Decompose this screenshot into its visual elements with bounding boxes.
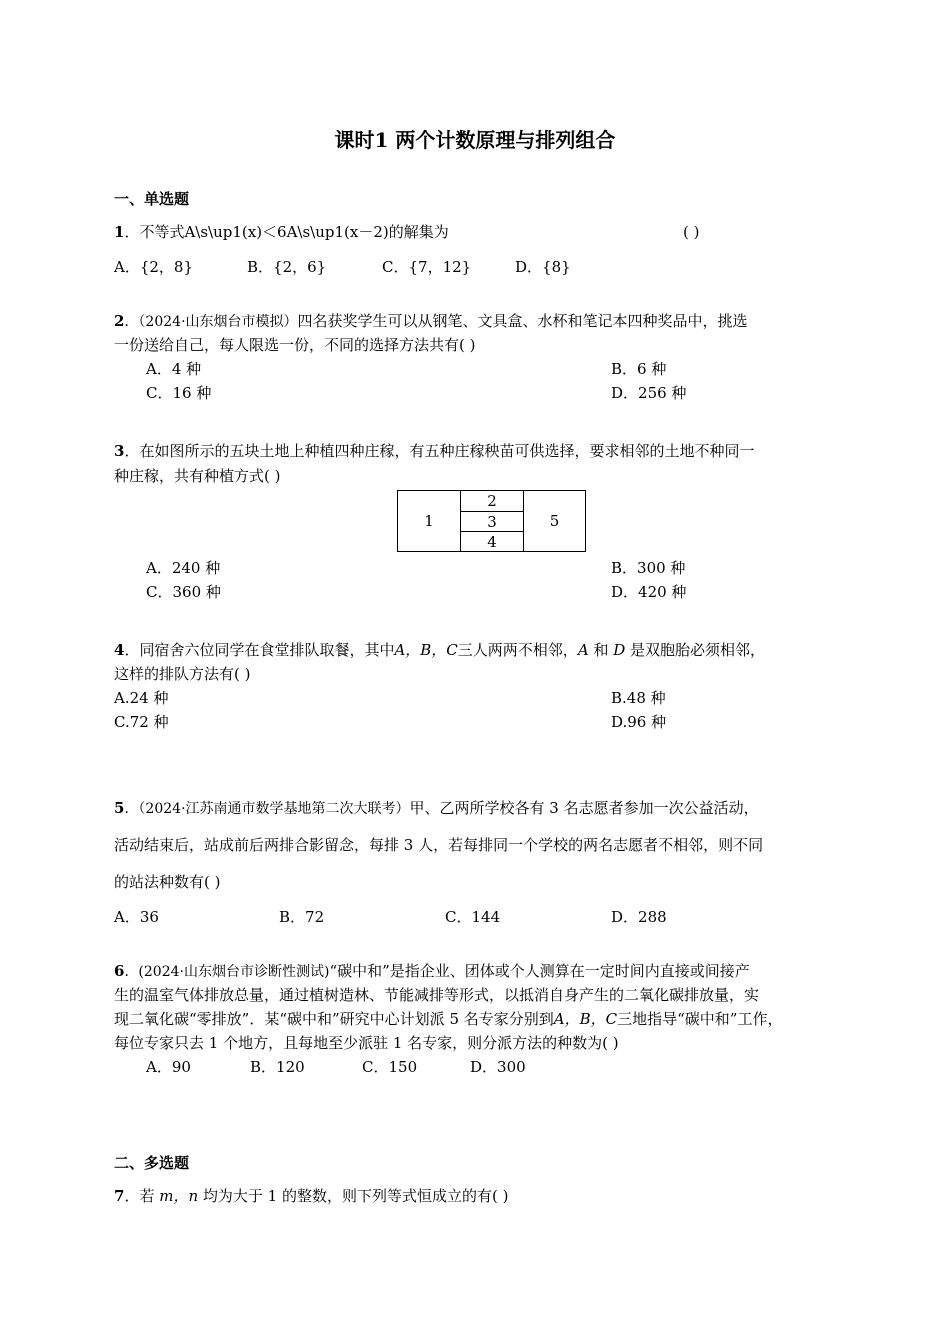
land-plot-figure: [397, 490, 586, 552]
option-a: A．{2，8}: [114, 258, 194, 276]
plot-cell-2: 2: [487, 492, 497, 510]
question-source: ．（2024·江苏南通市数学基地第二次大联考）: [124, 801, 410, 817]
question-text: ．不等式A\s\up1(x)＜6A\s\up1(x－2)的解集为: [124, 223, 449, 241]
option-b: B．300 种: [611, 559, 686, 577]
question-number: 1: [114, 223, 125, 241]
question-text: 甲、乙两所学校各有 3 名志愿者参加一次公益活动，: [409, 799, 759, 817]
option-d: D．{8}: [515, 258, 571, 276]
question-number: 3: [114, 442, 125, 460]
option-b: B．72: [279, 908, 325, 926]
option-d: D．288: [611, 908, 667, 926]
question-3: [114, 441, 754, 461]
question-number: 5: [114, 799, 125, 817]
question-1: [114, 222, 449, 242]
question-4: [114, 640, 765, 660]
plot-cell-4: 4: [487, 533, 497, 551]
math-var: A: [577, 641, 589, 659]
question-text-line: 种庄稼，共有种植方式( ): [114, 467, 281, 485]
option-a: A．90: [146, 1058, 191, 1076]
math-vars: A，B，C: [553, 1010, 618, 1028]
option-c: C．150: [362, 1058, 418, 1076]
plot-cell-3: 3: [487, 513, 497, 531]
option-b: B．6 种: [611, 360, 667, 378]
option-c: C．16 种: [146, 384, 212, 402]
option-b: B．{2，6}: [247, 258, 327, 276]
question-source: ．（2024·山东烟台市模拟）: [124, 314, 298, 330]
math-vars: m，n: [159, 1187, 199, 1205]
question-text: 三人两两不相邻，: [457, 641, 578, 659]
option-c: C.72 种: [114, 713, 169, 731]
answer-paren: ( ): [683, 223, 700, 241]
question-number: 6: [114, 962, 125, 980]
question-text: 三地指导“碳中和”工作，: [617, 1010, 783, 1028]
question-text-line: [114, 1009, 782, 1029]
question-text: ．若: [124, 1187, 160, 1205]
question-7: [114, 1186, 508, 1206]
math-var: D: [613, 641, 626, 659]
option-d: D．300: [470, 1058, 526, 1076]
option-d: D.96 种: [611, 713, 667, 731]
question-source: ．(2024·山东烟台市诊断性测试): [124, 964, 330, 980]
question-text: 四名获奖学生可以从钢笔、文具盒、水杯和笔记本四种奖品中，挑选: [297, 312, 748, 330]
option-b: B．120: [250, 1058, 305, 1076]
question-text: 是双胞胎必须相邻，: [630, 641, 766, 659]
section-heading-multi-choice: 二、多选题: [114, 1154, 190, 1172]
option-a: A．36: [114, 908, 159, 926]
option-b: B.48 种: [611, 689, 666, 707]
question-text: 均为大于 1 的整数，则下列等式恒成立的有( ): [198, 1187, 509, 1205]
option-c: C．144: [445, 908, 501, 926]
question-text: 和: [593, 641, 609, 659]
question-text-line: 一份送给自己，每人限选一份，不同的选择方法共有( ): [114, 336, 476, 354]
question-text-line: 每位专家只去 1 个地方，且每地至少派驻 1 名专家，则分派方法的种数为( ): [114, 1034, 619, 1052]
section-heading-single-choice: 一、单选题: [114, 190, 190, 208]
option-a: A．4 种: [146, 360, 202, 378]
question-number: 4: [114, 641, 125, 659]
option-d: D．256 种: [611, 384, 687, 402]
question-text-line: 这样的排队方法有( ): [114, 665, 251, 683]
question-text-line: 的站法种数有( ): [114, 873, 221, 891]
option-c: C．{7，12}: [382, 258, 472, 276]
question-text: 现二氧化碳“零排放”．某“碳中和”研究中心计划派 5 名专家分别到: [114, 1010, 554, 1028]
question-text: ．同宿舍六位同学在食堂排队取餐，其中: [124, 641, 395, 659]
plot-cell-5: 5: [549, 512, 560, 530]
option-c: C．360 种: [146, 583, 221, 601]
question-text-line: 生的温室气体排放总量，通过植树造林、节能减排等形式，以抵消自身产生的二氧化碳排放量，实: [114, 986, 760, 1004]
question-number: 2: [114, 312, 125, 330]
question-2: [114, 311, 748, 332]
math-vars: A，B，C: [394, 641, 458, 659]
question-text-line: 活动结束后，站成前后两排合影留念，每排 3 人，若每排同一个学校的两名志愿者不相邻，则不同: [114, 836, 764, 854]
question-5: [114, 798, 759, 819]
question-text: ．在如图所示的五块土地上种植四种庄稼，有五种庄稼秧苗可供选择，要求相邻的土地不种同一: [124, 442, 755, 460]
question-6: [114, 961, 750, 982]
question-number: 7: [114, 1187, 125, 1205]
option-d: D．420 种: [611, 583, 687, 601]
option-a: A.24 种: [114, 689, 169, 707]
page-title: 课时1 两个计数原理与排列组合: [334, 128, 616, 152]
plot-cell-1: 1: [424, 512, 434, 530]
option-a: A．240 种: [146, 559, 221, 577]
question-text: “碳中和”是指企业、团体或个人测算在一定时间内直接或间接产: [329, 962, 750, 980]
